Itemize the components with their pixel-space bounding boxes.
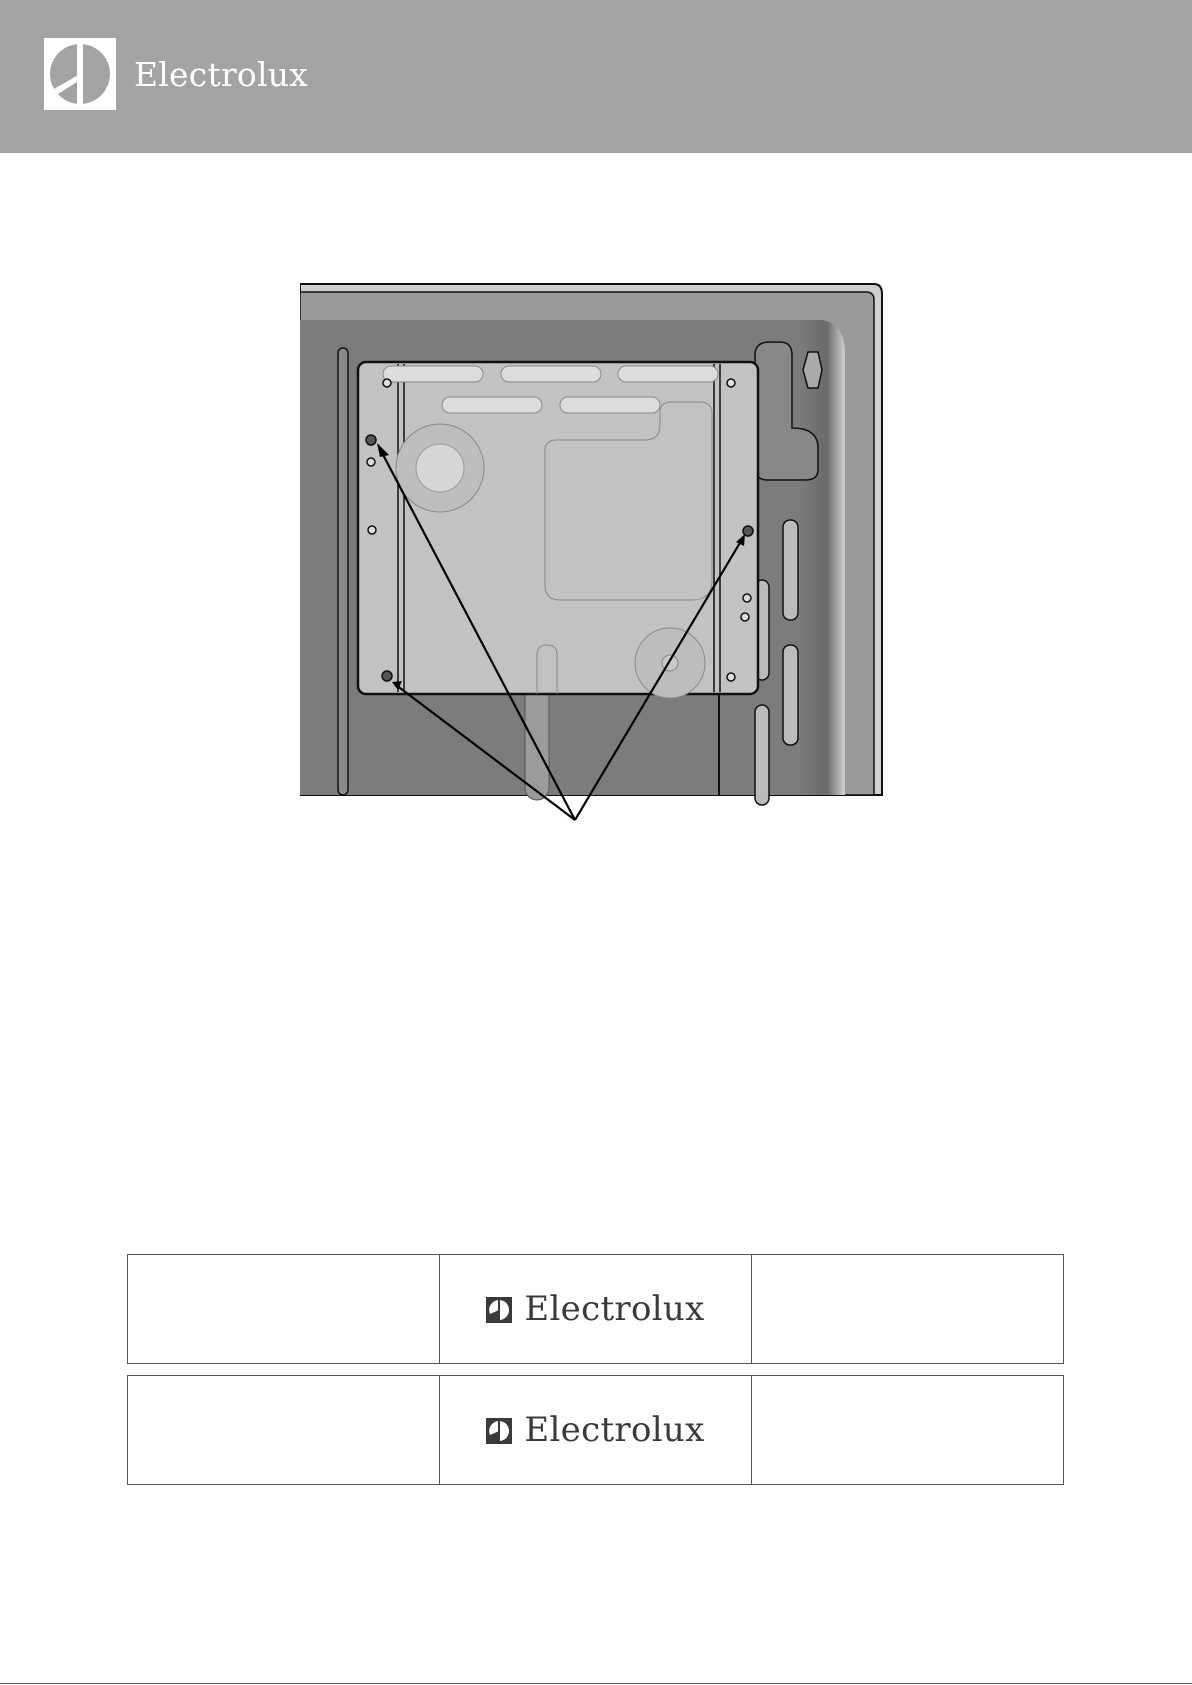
info-cell-brand: [439, 1255, 751, 1363]
electrolux-logo-icon: [486, 1297, 512, 1323]
info-cell-left: [128, 1376, 439, 1484]
info-table-1: [127, 1254, 1064, 1364]
brand-name: Electrolux: [134, 54, 308, 94]
footer-divider: [0, 1683, 1192, 1684]
info-cell-left: [128, 1255, 439, 1363]
info-table-2: [127, 1375, 1064, 1485]
brand-name: Electrolux: [524, 1410, 705, 1450]
brand: [44, 38, 308, 110]
info-cell-right: [751, 1255, 1063, 1363]
brand-name: Electrolux: [524, 1289, 705, 1329]
info-cell-right: [751, 1376, 1063, 1484]
electrolux-logo-icon: [44, 38, 116, 110]
electrolux-logo-icon: [486, 1418, 512, 1444]
mounting-plate-screws-diagram: [300, 280, 885, 830]
page-header: [0, 0, 1192, 153]
info-cell-brand: [439, 1376, 751, 1484]
appliance-diagram: [300, 280, 885, 830]
